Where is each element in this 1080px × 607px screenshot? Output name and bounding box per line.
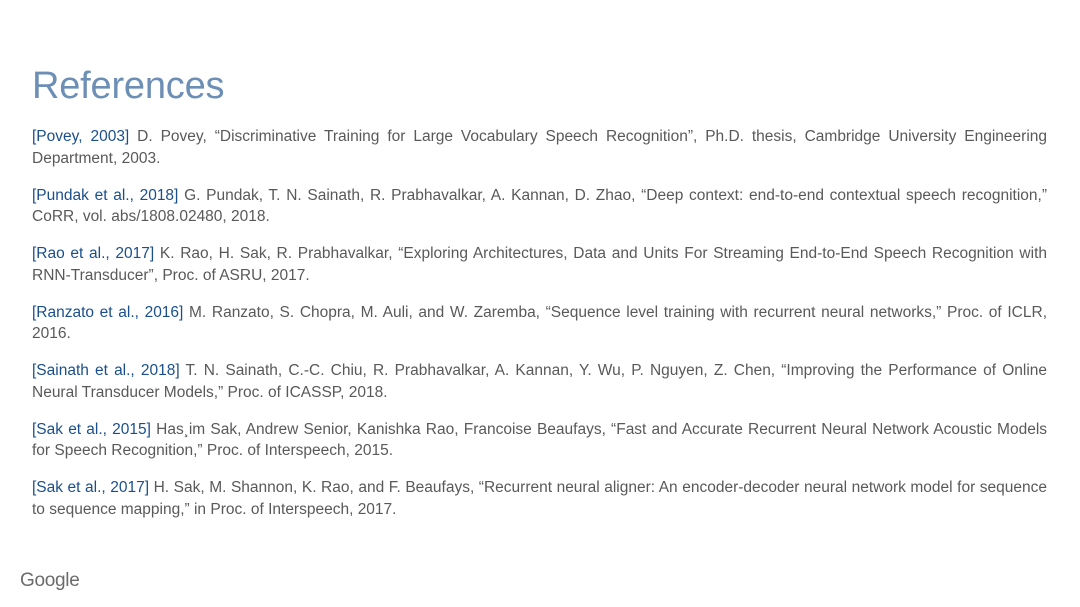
reference-item: [32, 185, 1047, 228]
reference-text: M. Ranzato, S. Chopra, M. Auli, and W. Zaremba, “Sequence level training with recurrent neural networks,” Proc. of ICLR, 2016.: [32, 303, 1047, 342]
reference-item: [32, 477, 1047, 520]
reference-item: [32, 302, 1047, 345]
reference-key: [Sainath et al., 2018]: [32, 362, 180, 379]
reference-list: [32, 126, 1047, 536]
reference-text: G. Pundak, T. N. Sainath, R. Prabhavalkar, A. Kannan, D. Zhao, “Deep context: end-to-end contextual speech recognition,” CoRR, vol. abs/1808.02480, 2018.: [32, 186, 1048, 225]
reference-text: K. Rao, H. Sak, R. Prabhavalkar, “Exploring Architectures, Data and Units For Streaming End-to-End Speech Recognition with RNN-Transducer”, Proc. of ASRU, 2017.: [32, 245, 1047, 284]
reference-item: [32, 419, 1047, 462]
reference-text: Has¸im Sak, Andrew Senior, Kanishka Rao, Francoise Beaufays, “Fast and Accurate Recurrent Neural Network Acoustic Models for Speech Recognition,” Proc. of Interspeech, 2015.: [32, 420, 1048, 459]
reference-text: H. Sak, M. Shannon, K. Rao, and F. Beaufays, “Recurrent neural aligner: An encoder-decoder neural network model for sequence to sequence mapping,” in Proc. of Interspeech, 2017.: [32, 479, 1048, 518]
reference-item: [32, 126, 1047, 169]
reference-key: [Ranzato et al., 2016]: [32, 303, 184, 321]
reference-key: [Sak et al., 2015]: [32, 420, 151, 438]
reference-text: T. N. Sainath, C.-C. Chiu, R. Prabhavalkar, A. Kannan, Y. Wu, P. Nguyen, Z. Chen, “Improving the Performance of Online Neural Transducer Models,” Proc. of ICASSP, 2018.: [32, 362, 1047, 401]
reference-key: [Pundak et al., 2018]: [32, 186, 179, 204]
reference-key: [Rao et al., 2017]: [32, 245, 155, 262]
google-logo: Google: [20, 570, 80, 591]
reference-key: [Povey, 2003]: [32, 128, 130, 145]
reference-item: [32, 360, 1047, 403]
reference-text: D. Povey, “Discriminative Training for Large Vocabulary Speech Recognition”, Ph.D. thesis, Cambridge University Engineering Department, 2003.: [32, 128, 1047, 167]
reference-item: [32, 243, 1047, 286]
reference-key: [Sak et al., 2017]: [32, 479, 150, 496]
slide-title: References: [32, 65, 225, 107]
